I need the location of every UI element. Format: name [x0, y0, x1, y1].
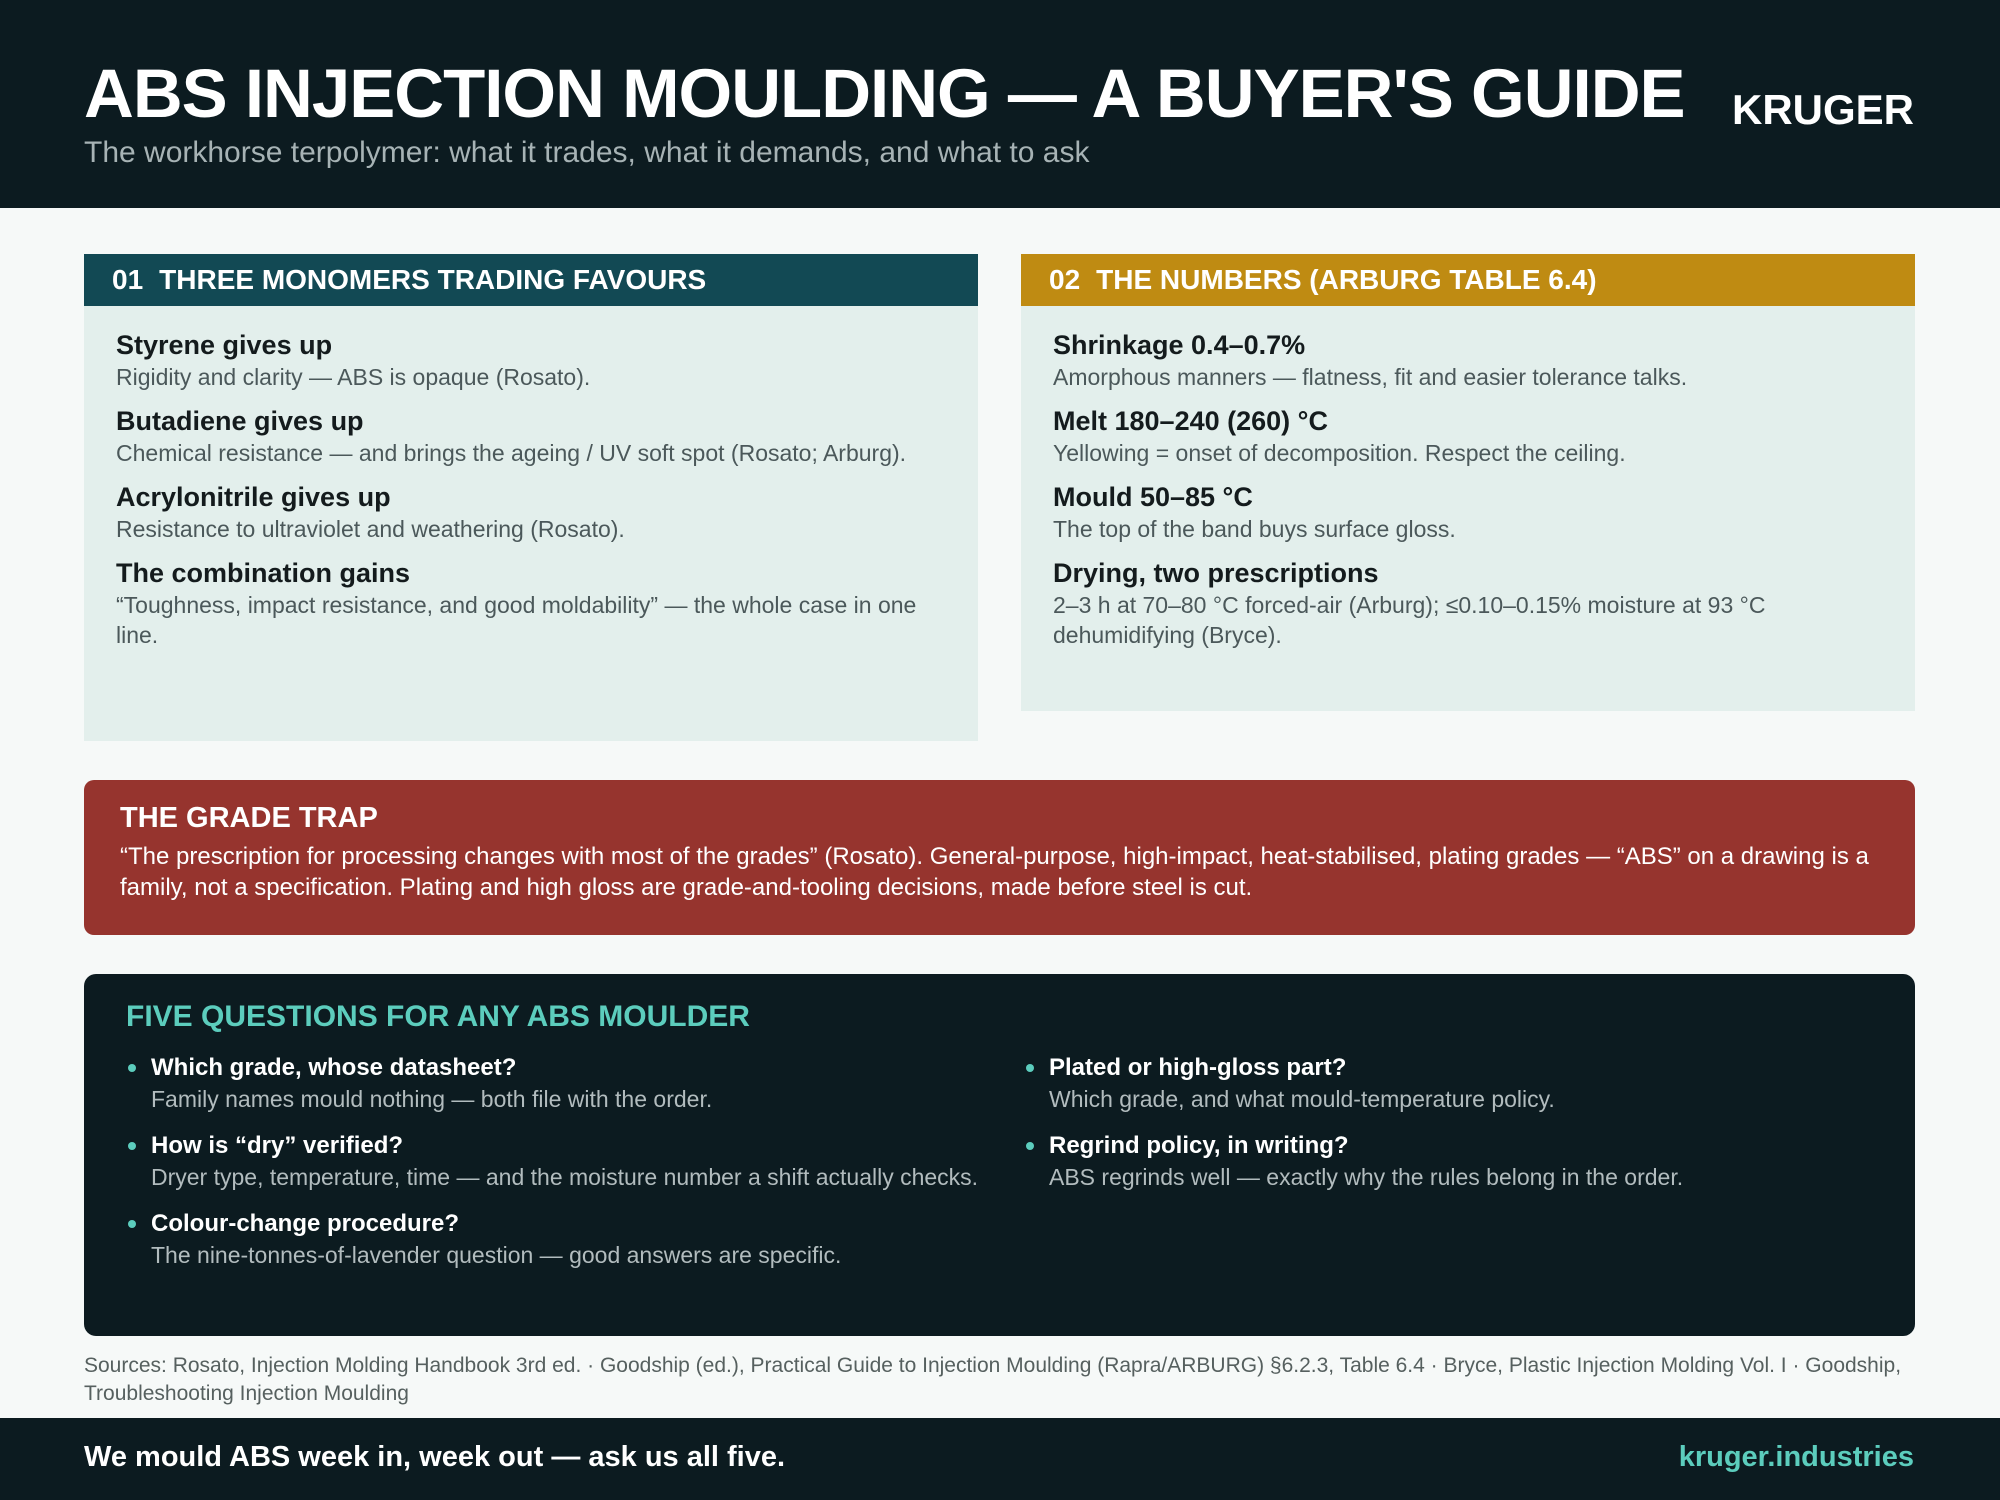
question-item: [126, 1052, 986, 1114]
page-title: ABS INJECTION MOULDING — A BUYER'S GUIDE: [84, 55, 1685, 132]
item-text: The top of the band buys surface gloss.: [1053, 516, 1456, 542]
question-item: [1024, 1130, 1884, 1192]
item-text: 2–3 h at 70–80 °C forced-air (Arburg); ≤0.10–0.15% moisture at 93 °C dehumidifying (Bryce).: [1053, 592, 1766, 648]
item-text: Rigidity and clarity — ABS is opaque (Rosato).: [116, 364, 591, 390]
item-text: “Toughness, impact resistance, and good moldability” — the whole case in one line.: [116, 592, 917, 648]
list-item: [1053, 328, 1883, 392]
questions-left-column: [126, 1052, 986, 1286]
section-number: 01: [112, 264, 144, 295]
item-heading: Butadiene gives up: [116, 406, 364, 436]
bullet-icon: [1026, 1064, 1034, 1072]
question-text: ABS regrinds well — exactly why the rules belong in the order.: [1049, 1164, 1684, 1190]
section-number: 02: [1049, 264, 1081, 295]
questions-title: FIVE QUESTIONS FOR ANY ABS MOULDER: [126, 1000, 750, 1033]
list-item: [1053, 556, 1883, 650]
item-text: Resistance to ultraviolet and weathering (Rosato).: [116, 516, 625, 542]
question-item: [1024, 1052, 1884, 1114]
grade-trap-callout: [84, 780, 1915, 935]
bullet-icon: [128, 1220, 136, 1228]
question-text: Dryer type, temperature, time — and the moisture number a shift actually checks.: [151, 1164, 979, 1190]
question-heading: Regrind policy, in writing?: [1049, 1132, 1349, 1159]
bullet-icon: [128, 1142, 136, 1150]
list-item: [116, 328, 946, 392]
list-item: [116, 556, 946, 650]
section-title: THE NUMBERS (ARBURG TABLE 6.4): [1096, 264, 1597, 295]
question-heading: Plated or high-gloss part?: [1049, 1054, 1347, 1081]
questions-right-column: [1024, 1052, 1884, 1208]
section-monomers-header: [84, 254, 978, 306]
item-heading: Mould 50–85 °C: [1053, 482, 1253, 512]
section-numbers-header: [1021, 254, 1915, 306]
brand-logo: KRUGER: [1731, 86, 1914, 133]
bullet-icon: [1026, 1142, 1034, 1150]
item-heading: Melt 180–240 (260) °C: [1053, 406, 1328, 436]
item-heading: Acrylonitrile gives up: [116, 482, 391, 512]
question-item: [126, 1208, 986, 1270]
item-heading: Shrinkage 0.4–0.7%: [1053, 330, 1306, 360]
item-heading: Drying, two prescriptions: [1053, 558, 1379, 588]
list-item: [116, 404, 946, 468]
question-heading: Colour-change procedure?: [151, 1210, 460, 1237]
section-numbers-body: [1021, 306, 1915, 711]
header-banner: [0, 0, 2000, 208]
item-text: Chemical resistance — and brings the ageing / UV soft spot (Rosato; Arburg).: [116, 440, 907, 466]
footer-banner: [0, 1418, 2000, 1500]
question-text: Which grade, and what mould-temperature policy.: [1049, 1086, 1555, 1112]
questions-panel: [84, 974, 1915, 1336]
callout-text: “The prescription for processing changes with most of the grades” (Rosato). General-purpose, high-impact, heat-stabilised, plating grades — “ABS” on a drawing is a family, not a specification. Plating and high gloss are grade-and-tooling decisions, made before steel is cut.: [120, 843, 1869, 901]
sources-note: Sources: Rosato, Injection Molding Handbook 3rd ed. · Goodship (ed.), Practical Guide to Injection Moulding (Rapra/ARBURG) §6.2.3, Table 6.4 · Bryce, Plastic Injection Molding Vol. I · Goodship, Troubleshooting Injection Moulding: [84, 1354, 1902, 1405]
section-title: THREE MONOMERS TRADING FAVOURS: [159, 264, 707, 295]
callout-title: THE GRADE TRAP: [120, 802, 378, 834]
footer-tagline: We mould ABS week in, week out — ask us all five.: [84, 1441, 786, 1473]
question-text: The nine-tonnes-of-lavender question — good answers are specific.: [151, 1242, 842, 1268]
section-monomers: [84, 254, 978, 741]
section-monomers-body: [84, 306, 978, 741]
question-heading: How is “dry” verified?: [151, 1132, 404, 1159]
question-item: [126, 1130, 986, 1192]
footer-website-link[interactable]: kruger.industries: [1678, 1441, 1914, 1473]
item-heading: The combination gains: [116, 558, 411, 588]
page-subtitle: The workhorse terpolymer: what it trades, what it demands, and what to ask: [84, 136, 1090, 169]
list-item: [116, 480, 946, 544]
question-heading: Which grade, whose datasheet?: [151, 1054, 517, 1081]
bullet-icon: [128, 1064, 136, 1072]
item-text: Amorphous manners — flatness, fit and easier tolerance talks.: [1053, 364, 1688, 390]
list-item: [1053, 404, 1883, 468]
section-numbers: [1021, 254, 1915, 711]
item-text: Yellowing = onset of decomposition. Respect the ceiling.: [1053, 440, 1626, 466]
list-item: [1053, 480, 1883, 544]
item-heading: Styrene gives up: [116, 330, 333, 360]
question-text: Family names mould nothing — both file with the order.: [151, 1086, 713, 1112]
